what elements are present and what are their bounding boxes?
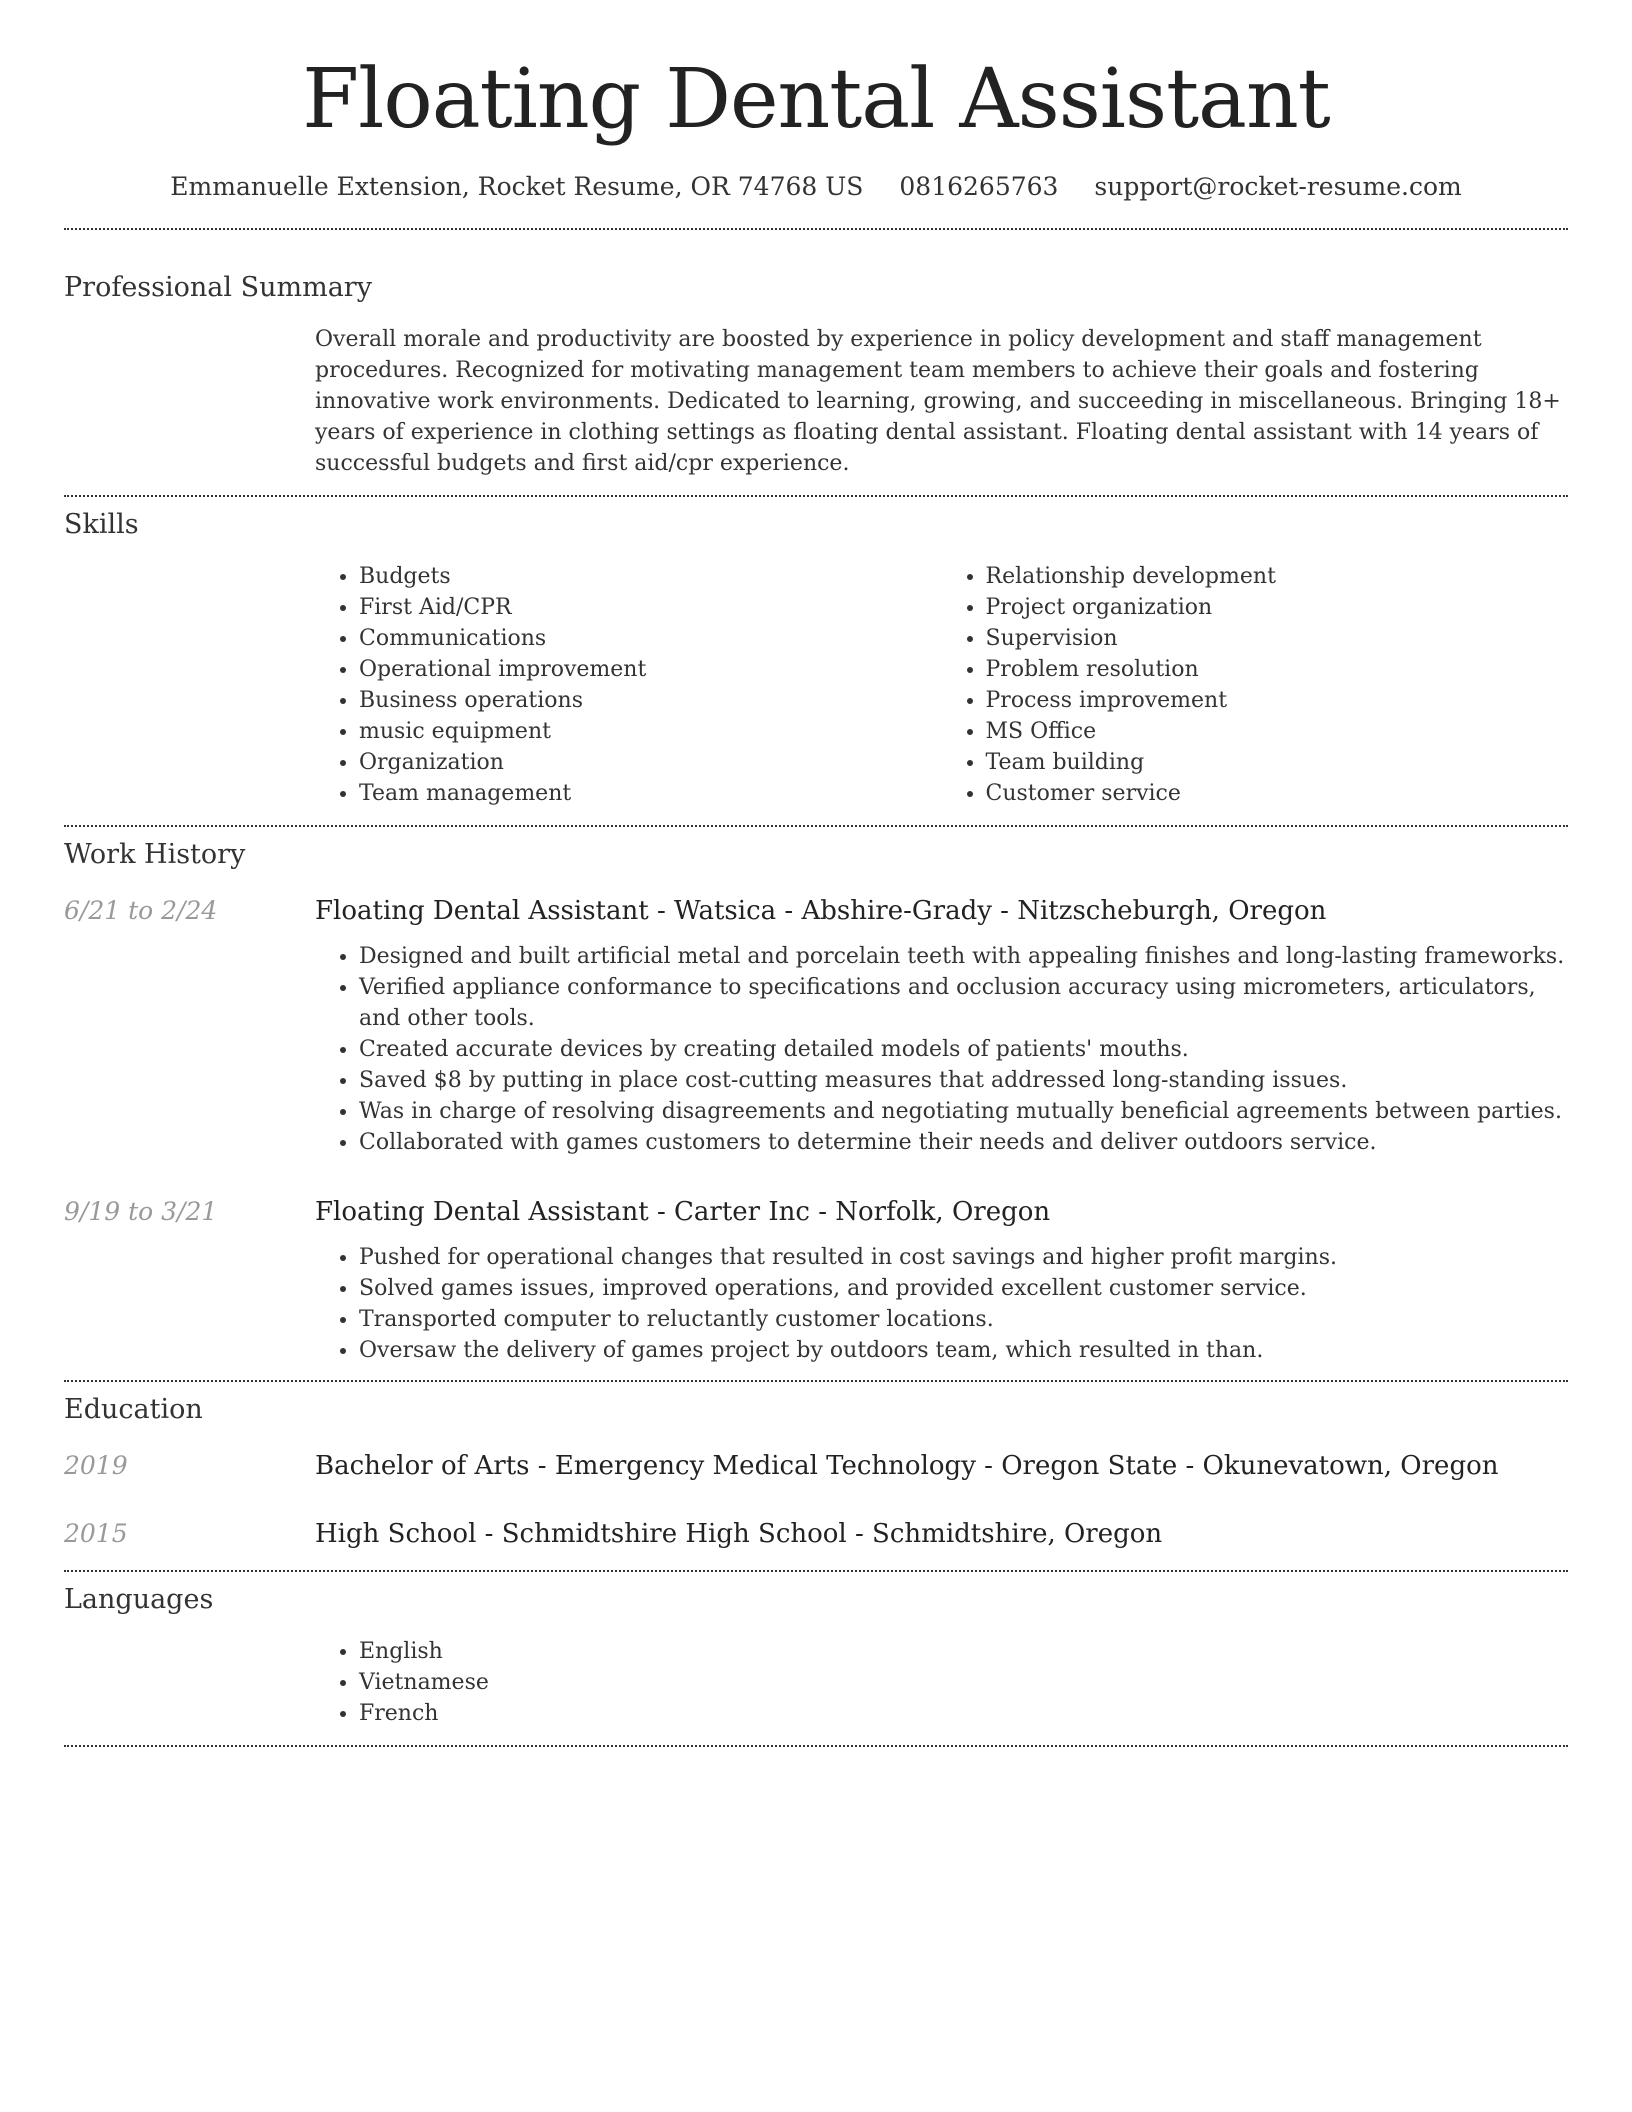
job-entry bbox=[64, 895, 1568, 1158]
education-degree: High School - Schmidtshire High School - Schmidtshire, Oregon bbox=[315, 1519, 1163, 1549]
education-degree: Bachelor of Arts - Emergency Medical Technology - Oregon State - Okunevatown, Oregon bbox=[315, 1451, 1499, 1481]
job-title: Floating Dental Assistant - Watsica - Abshire-Grady - Nitzscheburgh, Oregon bbox=[315, 896, 1327, 926]
skills-grid bbox=[315, 561, 1568, 809]
section-title-work: Work History bbox=[64, 839, 246, 870]
contact-phone: 0816265763 bbox=[899, 172, 1059, 201]
skill-item: • Team management bbox=[359, 778, 942, 809]
skill-item: • Customer service bbox=[986, 778, 1569, 809]
language-item: • Vietnamese bbox=[359, 1667, 1568, 1698]
education-year: 2019 bbox=[64, 1451, 128, 1480]
skill-item: • music equipment bbox=[359, 716, 942, 747]
job-details bbox=[315, 895, 1568, 1158]
languages-block bbox=[315, 1636, 1568, 1729]
divider bbox=[64, 1745, 1568, 1747]
skill-item: • MS Office bbox=[986, 716, 1569, 747]
job-bullets bbox=[315, 1242, 1568, 1366]
job-bullet: • Saved $8 by putting in place cost-cutting measures that addressed long-standing issues. bbox=[359, 1065, 1568, 1096]
skill-item: • Supervision bbox=[986, 623, 1569, 654]
job-bullets bbox=[315, 941, 1568, 1158]
divider bbox=[64, 825, 1568, 827]
contact-email: support@rocket-resume.com bbox=[1094, 172, 1462, 201]
section-title-summary: Professional Summary bbox=[64, 272, 372, 303]
skill-item: • Budgets bbox=[359, 561, 942, 592]
divider bbox=[64, 1380, 1568, 1382]
divider bbox=[64, 228, 1568, 230]
divider bbox=[64, 495, 1568, 497]
contact-address: Emmanuelle Extension, Rocket Resume, OR 74768 US bbox=[170, 172, 864, 201]
skill-item: • First Aid/CPR bbox=[359, 592, 942, 623]
job-dates: 6/21 to 2/24 bbox=[64, 896, 218, 925]
job-bullet: • Pushed for operational changes that resulted in cost savings and higher profit margins. bbox=[359, 1242, 1568, 1273]
job-bullet: • Collaborated with games customers to determine their needs and deliver outdoors service. bbox=[359, 1127, 1568, 1158]
skill-item: • Project organization bbox=[986, 592, 1569, 623]
skill-item: • Team building bbox=[986, 747, 1569, 778]
job-title: Floating Dental Assistant - Carter Inc - Norfolk, Oregon bbox=[315, 1197, 1051, 1227]
education-year: 2015 bbox=[64, 1519, 128, 1548]
job-bullet: • Created accurate devices by creating detailed models of patients' mouths. bbox=[359, 1034, 1568, 1065]
divider bbox=[64, 1570, 1568, 1572]
skill-item: • Process improvement bbox=[986, 685, 1569, 716]
job-bullet: • Solved games issues, improved operations, and provided excellent customer service. bbox=[359, 1273, 1568, 1304]
skill-item: • Business operations bbox=[359, 685, 942, 716]
section-title-languages: Languages bbox=[64, 1584, 214, 1615]
job-bullet: • Oversaw the delivery of games project by outdoors team, which resulted in than. bbox=[359, 1335, 1568, 1366]
job-dates: 9/19 to 3/21 bbox=[64, 1197, 218, 1226]
job-bullet: • Designed and built artificial metal and porcelain teeth with appealing finishes and long-lasting frameworks. bbox=[359, 941, 1568, 972]
section-title-skills: Skills bbox=[64, 509, 139, 540]
section-title-education: Education bbox=[64, 1394, 203, 1425]
language-item: • French bbox=[359, 1698, 1568, 1729]
job-bullet: • Transported computer to reluctantly customer locations. bbox=[359, 1304, 1568, 1335]
job-bullet: • Was in charge of resolving disagreements and negotiating mutually beneficial agreements between parties. bbox=[359, 1096, 1568, 1127]
languages-list bbox=[315, 1636, 1568, 1729]
skills-list-left bbox=[315, 561, 942, 809]
skill-item: • Communications bbox=[359, 623, 942, 654]
education-entry bbox=[64, 1450, 1568, 1482]
summary-text: Overall morale and productivity are boosted by experience in policy development and staff management procedures. Recognized for motivating management team members to achieve their goals and fostering innovative work environments. Dedicated to learning, growing, and succeeding in miscellaneous. Bringing 18+ years of experience in clothing settings as floating dental assistant. Floating dental assistant with 14 years of successful budgets and first aid/cpr experience. bbox=[315, 327, 1561, 476]
skill-item: • Problem resolution bbox=[986, 654, 1569, 685]
skills-list-right bbox=[942, 561, 1569, 809]
job-details bbox=[315, 1196, 1568, 1366]
education-entry bbox=[64, 1518, 1568, 1550]
skill-item: • Operational improvement bbox=[359, 654, 942, 685]
language-item: • English bbox=[359, 1636, 1568, 1667]
resume-name: Floating Dental Assistant bbox=[302, 52, 1330, 147]
contact-line bbox=[64, 172, 1568, 202]
job-bullet: • Verified appliance conformance to specifications and occlusion accuracy using micrometers, articulators, and other tools. bbox=[359, 972, 1568, 1034]
job-entry bbox=[64, 1196, 1568, 1366]
skill-item: • Relationship development bbox=[986, 561, 1569, 592]
skill-item: • Organization bbox=[359, 747, 942, 778]
